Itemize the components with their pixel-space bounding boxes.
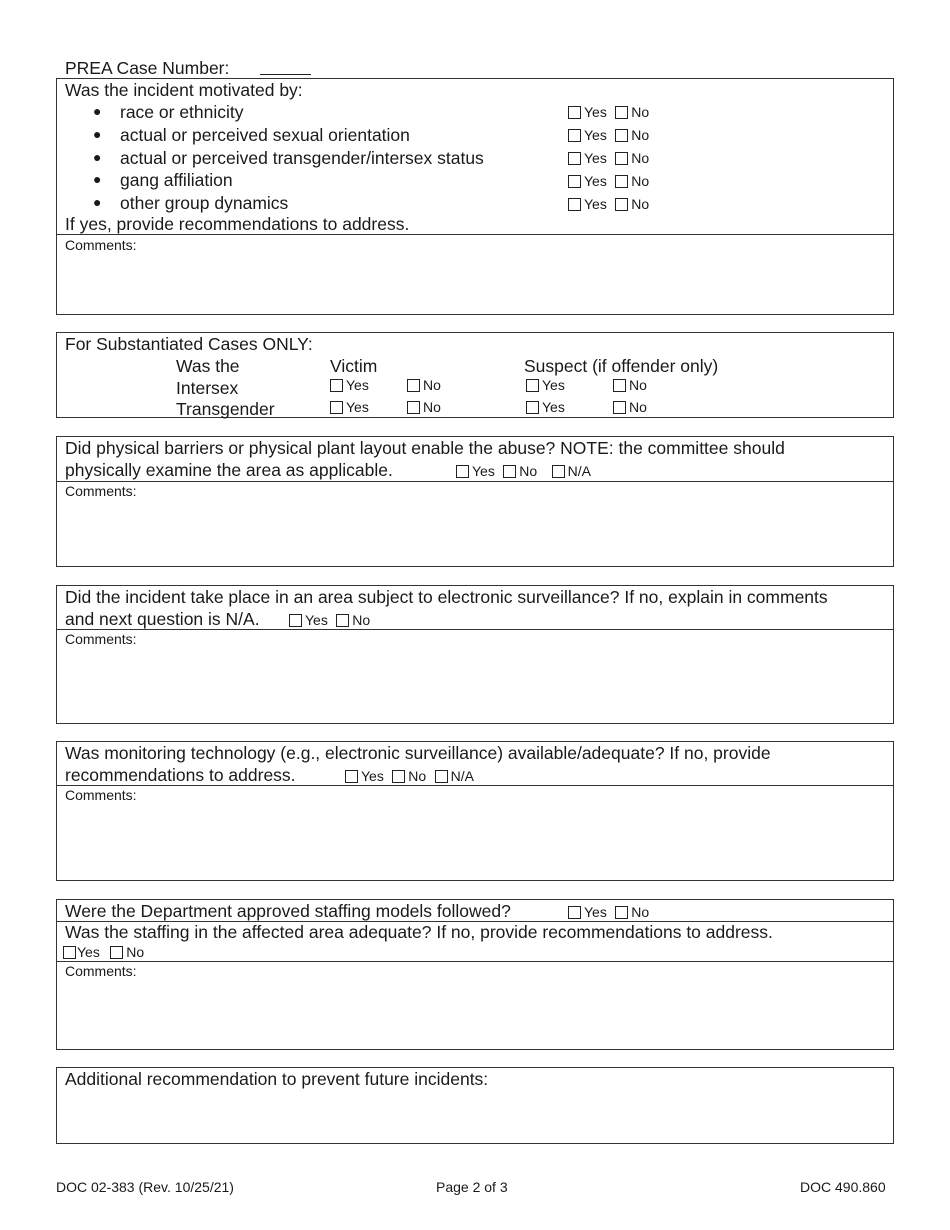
checkbox-icon[interactable] xyxy=(110,946,123,959)
comments-label: Comments: xyxy=(65,483,137,499)
comments-field[interactable] xyxy=(58,980,892,1048)
comments-field[interactable] xyxy=(58,804,892,879)
substantiated-title: For Substantiated Cases ONLY: xyxy=(65,334,313,354)
checkbox-icon[interactable] xyxy=(613,401,626,414)
monitoring-question-line2: recommendations to address. xyxy=(65,765,296,785)
staffing-question-1: Were the Department approved staffing models followed? xyxy=(65,901,511,921)
substantiated-section xyxy=(56,332,894,418)
yes-checkbox[interactable]: Yes xyxy=(289,612,328,628)
monitoring-section xyxy=(56,741,894,881)
divider xyxy=(57,785,893,786)
checkbox-icon[interactable] xyxy=(568,152,581,165)
bullet-icon: ● xyxy=(93,126,102,142)
na-checkbox[interactable]: N/A xyxy=(435,768,474,784)
na-checkbox[interactable]: N/A xyxy=(552,463,591,479)
victim-header: Victim xyxy=(330,356,378,376)
barriers-section xyxy=(56,436,894,567)
no-checkbox[interactable]: No xyxy=(615,150,649,166)
comments-field[interactable] xyxy=(58,648,892,722)
bullet-icon: ● xyxy=(93,103,102,119)
yes-checkbox[interactable]: Yes xyxy=(568,127,607,143)
comments-label: Comments: xyxy=(65,631,137,647)
case-number-field[interactable] xyxy=(260,74,311,75)
suspect-transgender-yes[interactable]: Yes xyxy=(526,399,565,415)
yes-checkbox[interactable]: Yes xyxy=(568,104,607,120)
yes-checkbox[interactable]: Yes xyxy=(568,150,607,166)
no-checkbox[interactable]: No xyxy=(615,104,649,120)
checkbox-icon[interactable] xyxy=(392,770,405,783)
checkbox-icon[interactable] xyxy=(568,175,581,188)
checkbox-icon[interactable] xyxy=(407,379,420,392)
yes-checkbox[interactable]: Yes xyxy=(568,173,607,189)
victim-transgender-no[interactable]: No xyxy=(407,399,441,415)
checkbox-icon[interactable] xyxy=(615,198,628,211)
checkbox-icon[interactable] xyxy=(435,770,448,783)
additional-section xyxy=(56,1067,894,1144)
yes-checkbox[interactable]: Yes xyxy=(63,944,100,960)
monitoring-question-line1: Was monitoring technology (e.g., electronic surveillance) available/adequate? If no, provide xyxy=(65,743,771,763)
surveillance-question-line2: and next question is N/A. xyxy=(65,609,260,629)
divider xyxy=(57,961,893,962)
comments-label: Comments: xyxy=(65,963,137,979)
checkbox-icon[interactable] xyxy=(503,465,516,478)
motivation-item-label: actual or perceived sexual orientation xyxy=(120,125,410,145)
transgender-label: Transgender xyxy=(176,399,275,419)
footer-page-number: Page 2 of 3 xyxy=(436,1179,508,1195)
victim-transgender-yes[interactable]: Yes xyxy=(330,399,369,415)
checkbox-icon[interactable] xyxy=(615,129,628,142)
no-checkbox[interactable]: No xyxy=(392,768,426,784)
divider xyxy=(57,234,893,235)
comments-label: Comments: xyxy=(65,237,137,253)
checkbox-icon[interactable] xyxy=(615,175,628,188)
barriers-question-line1: Did physical barriers or physical plant layout enable the abuse? NOTE: the committee should xyxy=(65,438,785,458)
bullet-icon: ● xyxy=(93,171,102,187)
suspect-header: Suspect (if offender only) xyxy=(524,356,719,376)
no-checkbox[interactable]: No xyxy=(615,127,649,143)
checkbox-icon[interactable] xyxy=(568,106,581,119)
surveillance-question-line1: Did the incident take place in an area subject to electronic surveillance? If no, explain in comments xyxy=(65,587,828,607)
staffing-question-2: Was the staffing in the affected area adequate? If no, provide recommendations to address. xyxy=(65,922,773,942)
motivation-item-label: gang affiliation xyxy=(120,170,233,190)
checkbox-icon[interactable] xyxy=(407,401,420,414)
additional-field[interactable] xyxy=(58,1092,892,1142)
checkbox-icon[interactable] xyxy=(568,198,581,211)
checkbox-icon[interactable] xyxy=(615,906,628,919)
checkbox-icon[interactable] xyxy=(63,946,76,959)
checkbox-icon[interactable] xyxy=(456,465,469,478)
additional-label: Additional recommendation to prevent future incidents: xyxy=(65,1069,489,1089)
checkbox-icon[interactable] xyxy=(613,379,626,392)
case-number-label: PREA Case Number: xyxy=(65,58,230,78)
suspect-intersex-no[interactable]: No xyxy=(613,377,647,393)
yes-checkbox[interactable]: Yes xyxy=(568,904,607,920)
yes-checkbox[interactable]: Yes xyxy=(568,196,607,212)
motivation-item-label: race or ethnicity xyxy=(120,102,244,122)
footer-form-number: DOC 02-383 (Rev. 10/25/21) xyxy=(56,1179,234,1195)
was-the-label: Was the xyxy=(176,356,240,376)
checkbox-icon[interactable] xyxy=(615,152,628,165)
no-checkbox[interactable]: No xyxy=(336,612,370,628)
yes-checkbox[interactable]: Yes xyxy=(345,768,384,784)
victim-intersex-yes[interactable]: Yes xyxy=(330,377,369,393)
intersex-label: Intersex xyxy=(176,378,239,398)
checkbox-icon[interactable] xyxy=(330,379,343,392)
barriers-question-line2: physically examine the area as applicable. xyxy=(65,460,393,480)
checkbox-icon[interactable] xyxy=(289,614,302,627)
motivation-item-label: other group dynamics xyxy=(120,193,289,213)
divider xyxy=(57,629,893,630)
checkbox-icon[interactable] xyxy=(345,770,358,783)
checkbox-icon[interactable] xyxy=(526,401,539,414)
victim-intersex-no[interactable]: No xyxy=(407,377,441,393)
suspect-intersex-yes[interactable]: Yes xyxy=(526,377,565,393)
checkbox-icon[interactable] xyxy=(330,401,343,414)
suspect-transgender-no[interactable]: No xyxy=(613,399,647,415)
checkbox-icon[interactable] xyxy=(526,379,539,392)
comments-field[interactable] xyxy=(58,254,892,313)
motivation-item-label: actual or perceived transgender/intersex status xyxy=(120,148,484,168)
comments-field[interactable] xyxy=(58,500,892,565)
bullet-icon: ● xyxy=(93,194,102,210)
checkbox-icon[interactable] xyxy=(615,106,628,119)
yes-checkbox[interactable]: Yes xyxy=(456,463,495,479)
no-checkbox[interactable]: No xyxy=(615,173,649,189)
staffing-section xyxy=(56,899,894,1050)
divider xyxy=(57,481,893,482)
bullet-icon: ● xyxy=(93,149,102,165)
motivation-question: Was the incident motivated by: xyxy=(65,80,303,100)
surveillance-section xyxy=(56,585,894,724)
checkbox-icon[interactable] xyxy=(336,614,349,627)
comments-label: Comments: xyxy=(65,787,137,803)
no-checkbox[interactable]: No xyxy=(615,904,649,920)
checkbox-icon[interactable] xyxy=(568,906,581,919)
footer-doc-number: DOC 490.860 xyxy=(800,1179,886,1195)
no-checkbox[interactable]: No xyxy=(503,463,537,479)
checkbox-icon[interactable] xyxy=(568,129,581,142)
no-checkbox[interactable]: No xyxy=(615,196,649,212)
checkbox-icon[interactable] xyxy=(552,465,565,478)
motivation-section xyxy=(56,78,894,315)
motivation-followup: If yes, provide recommendations to address. xyxy=(65,214,410,234)
no-checkbox[interactable]: No xyxy=(110,944,144,960)
